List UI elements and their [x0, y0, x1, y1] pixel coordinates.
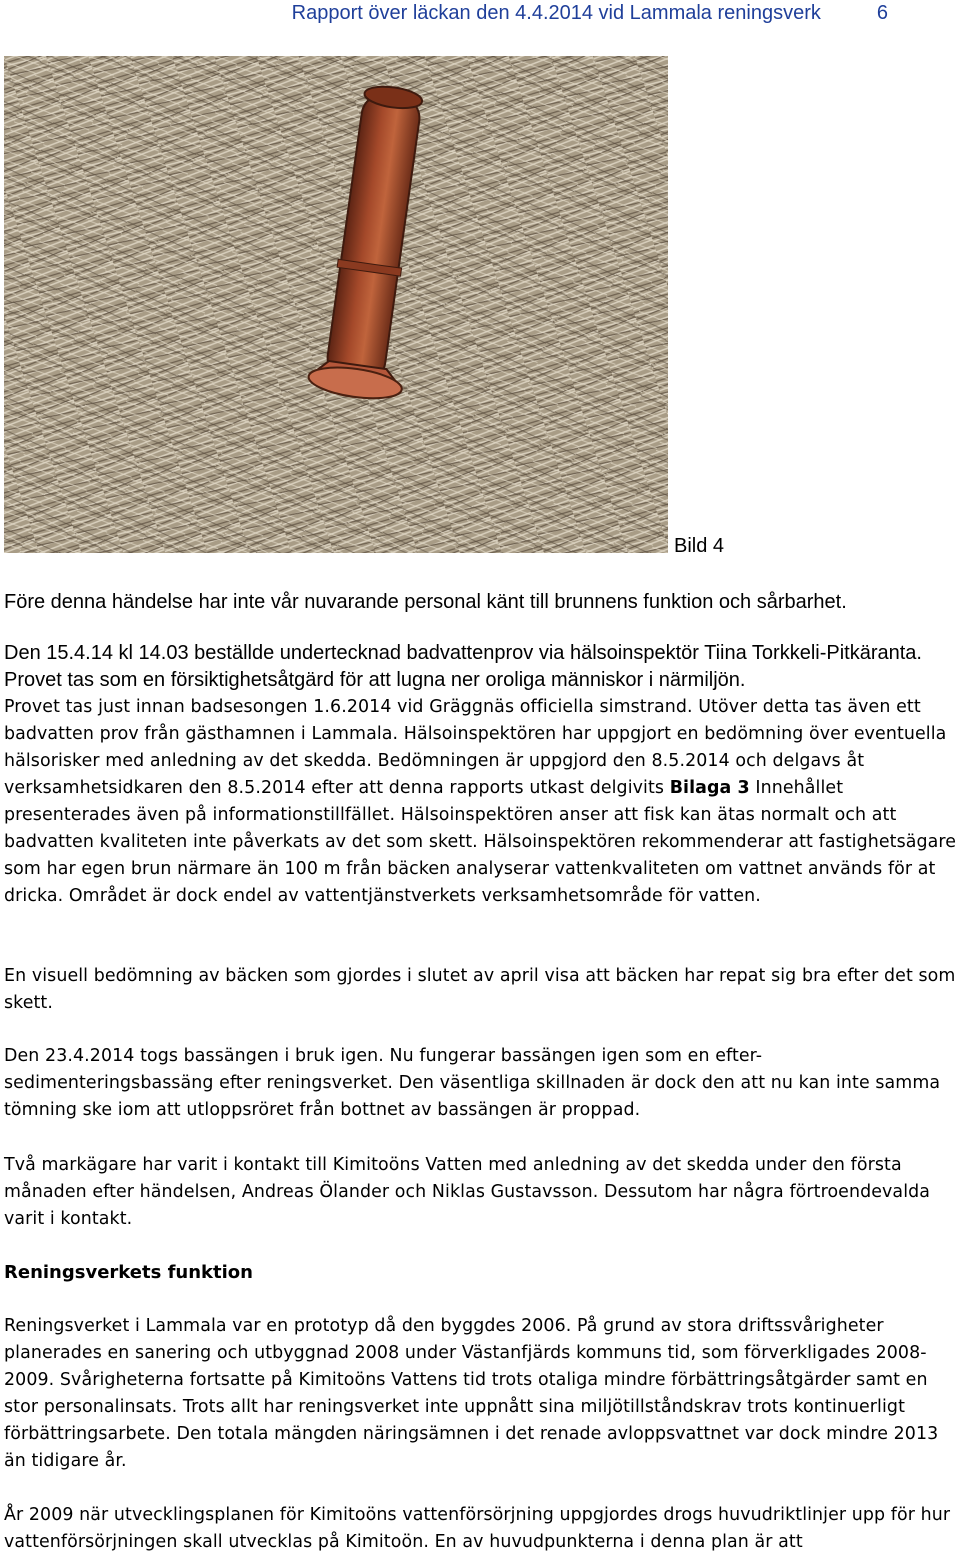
- paragraph-staff-knowledge: [4, 589, 958, 616]
- pipe-photo: [4, 56, 668, 553]
- paragraph-text: År 2009 när utvecklingsplanen för Kimitoöns vattenförsörjning uppgjordes drogs huvudriktlinjer upp för hur vattenförsörjningen skall utvecklas på Kimitoön. En av huvudpunkterna i denna plan är att: [4, 1505, 951, 1552]
- paragraph-text: [4, 694, 958, 910]
- appendix-reference: Bilaga 3: [669, 778, 750, 798]
- paragraph-text: En visuell bedömning av bäcken som gjordes i slutet av april visa att bäcken har repat sig bra efter det som skett.: [4, 966, 956, 1013]
- paragraph-basin: [4, 1043, 958, 1124]
- paragraph-water-samples: [4, 640, 958, 910]
- paragraph-text: Den 23.4.2014 togs bassängen i bruk igen. Nu fungerar bassängen igen som en efter-sedimenteringsbassäng efter reningsverket. Den väsentliga skillnaden är dock den att nu kan inte samma tömning ske iom att utloppsröret från bottnet av bassängen är proppad.: [4, 1046, 941, 1120]
- paragraph-landowners: [4, 1152, 958, 1233]
- paragraph-text: Den 15.4.14 kl 14.03 beställde undertecknad badvattenprov via hälsoinspektör Tiina Torkkeli-Pitkäranta. Provet tas som en försiktighetsåtgärd för att lugna ner oroliga människor i närmiljön.: [4, 642, 922, 691]
- paragraph-text: Två markägare har varit i kontakt till Kimitoöns Vatten med anledning av det skedda under den första månaden efter händelsen, Andreas Ölander och Niklas Gustavsson. Dessutom har några förtroendevalda varit i kontakt.: [4, 1155, 931, 1229]
- paragraph-text: Reningsverket i Lammala var en prototyp då den byggdes 2006. På grund av stora driftssvårigheter planerades en sanering och utbyggnad 2008 under Västanfjärds kommuns tid, som förverkligades 2008-2009. Svårigheterna fortsatte på Kimitoöns Vattens tid trots otaliga mindre förbättringsåtgärder samt en stor personalinsats. Trots allt har reningsverket inte uppnått sina miljötillståndskrav trots kontinuerligt förbättringsarbete. Den totala mängden näringsämnen i det renade avloppsvattnet var dock mindre 2013 än tidigare år.: [4, 1316, 939, 1471]
- header-title: Rapport över läckan den 4.4.2014 vid Lammala reningsverk: [291, 2, 821, 24]
- paragraph-text-part: Innehållet presenterades även på informationstillfället. Hälsoinspektören anser att fisk kan ätas normalt och att badvatten kvaliteten inte påverkats av det som skett. Hälsoinspektören rekommenderar att fastighetsägare som har egen brun närmare än 100 m från bäcken analyserar vattenkvaliteten om vattnet används för at dricka. Området är dock endel av vattentjänstverkets verksamhetsområde för vatten.: [4, 778, 957, 906]
- section-heading: Reningsverkets funktion: [4, 1262, 253, 1283]
- paragraph-visual-assessment: [4, 963, 958, 1017]
- paragraph-text-part: Provet tas just innan badsesongen 1.6.2014 vid Gräggnäs officiella simstrand. Utöver detta tas även ett badvatten prov från gästhamnen i Lammala. Hälsoinspektören har uppgjort en bedömning över eventuella hälsorisker med anledning av det skedda. Bedömningen är uppgjord den 8.5.2014 och delgavs åt verksamhetsidkaren den 8.5.2014 efter att denna rapports utkast delgivits: [4, 697, 947, 798]
- paragraph-development-plan: [4, 1502, 958, 1556]
- paragraph-plant-history: [4, 1313, 958, 1475]
- paragraph-text: Före denna händelse har inte vår nuvarande personal känt till brunnens funktion och sårbarhet.: [4, 591, 847, 613]
- page-number: 6: [876, 2, 888, 24]
- page-header: [292, 0, 888, 26]
- figure-caption: Bild 4: [674, 535, 725, 557]
- pipe-in-grass-image: [4, 56, 668, 553]
